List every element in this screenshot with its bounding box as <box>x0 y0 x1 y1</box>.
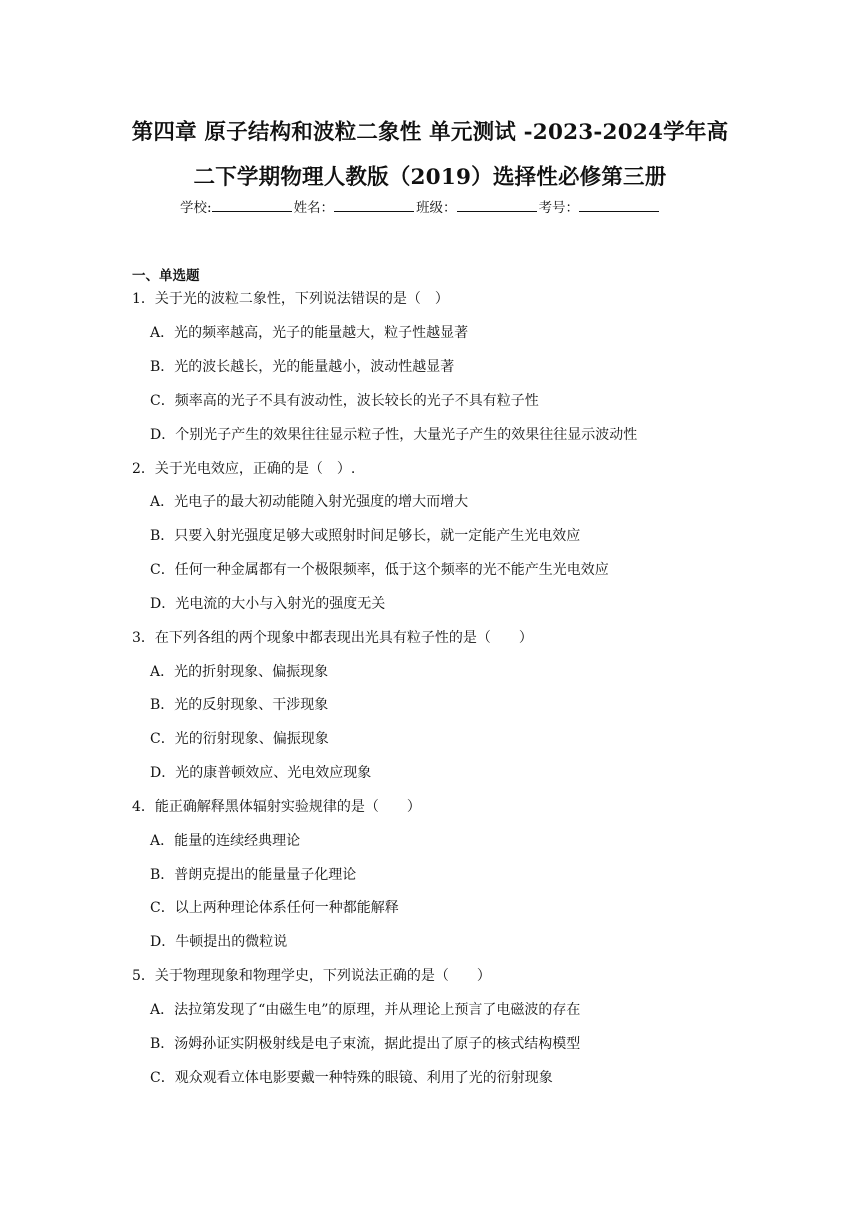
question-option: C．任何一种金属都有一个极限频率，低于这个频率的光不能产生光电效应 <box>150 562 609 578</box>
question-stem: 5．关于物理现象和物理学史，下列说法正确的是（ ） <box>132 968 491 984</box>
question-option: D．牛顿提出的微粒说 <box>150 934 288 950</box>
question-option: C．光的衍射现象、偏振现象 <box>150 731 329 747</box>
question-option: B．汤姆孙证实阴极射线是电子束流，据此提出了原子的核式结构模型 <box>150 1036 581 1052</box>
question-option: B．光的波长越长，光的能量越小，波动性越显著 <box>150 359 455 375</box>
question-option: D．个别光子产生的效果往往显示粒子性，大量光子产生的效果往往显示波动性 <box>150 427 638 443</box>
question-stem: 4．能正确解释黑体辐射实验规律的是（ ） <box>132 799 421 815</box>
question-option: A．光电子的最大初动能随入射光强度的增大而增大 <box>150 494 469 510</box>
school-label: 学校: <box>180 200 212 216</box>
class-blank <box>457 199 537 212</box>
question-option: D．光的康普顿效应、光电效应现象 <box>150 765 372 781</box>
question-option: B．普朗克提出的能量量子化理论 <box>150 867 357 883</box>
exam-no-label: 考号： <box>538 200 580 216</box>
question-stem: 3．在下列各组的两个现象中都表现出光具有粒子性的是（ ） <box>132 630 533 646</box>
school-blank <box>212 199 292 212</box>
name-label: 姓名： <box>293 200 335 216</box>
question-stem: 1．关于光的波粒二象性，下列说法错误的是（ ） <box>132 291 449 307</box>
question-stem: 2．关于光电效应，正确的是（ ）. <box>132 461 356 477</box>
question-option: A．法拉第发现了“由磁生电”的原理，并从理论上预言了电磁波的存在 <box>150 1002 581 1018</box>
document-title-line-2: 二下学期物理人教版（2019）选择性必修第三册 <box>193 165 667 190</box>
question-option: C．以上两种理论体系任何一种都能解释 <box>150 900 399 916</box>
question-option: C．频率高的光子不具有波动性，波长较长的光子不具有粒子性 <box>150 393 539 409</box>
question-option: D．光电流的大小与入射光的强度无关 <box>150 596 386 612</box>
section-heading: 一、单选题 <box>132 268 200 284</box>
document-title-line-1: 第四章 原子结构和波粒二象性 单元测试 -2023-2024学年高 <box>131 120 729 145</box>
question-option: B．只要入射光强度足够大或照射时间足够长，就一定能产生光电效应 <box>150 528 581 544</box>
exam-no-blank <box>579 199 659 212</box>
question-option: C．观众观看立体电影要戴一种特殊的眼镜、利用了光的衍射现象 <box>150 1070 553 1086</box>
question-option: A．光的频率越高，光子的能量越大，粒子性越显著 <box>150 325 469 341</box>
question-option: B．光的反射现象、干涉现象 <box>150 697 329 713</box>
name-blank <box>334 199 414 212</box>
question-option: A．光的折射现象、偏振现象 <box>150 664 329 680</box>
student-info-line <box>180 196 661 216</box>
question-option: A．能量的连续经典理论 <box>150 833 301 849</box>
class-label: 班级： <box>416 200 457 216</box>
